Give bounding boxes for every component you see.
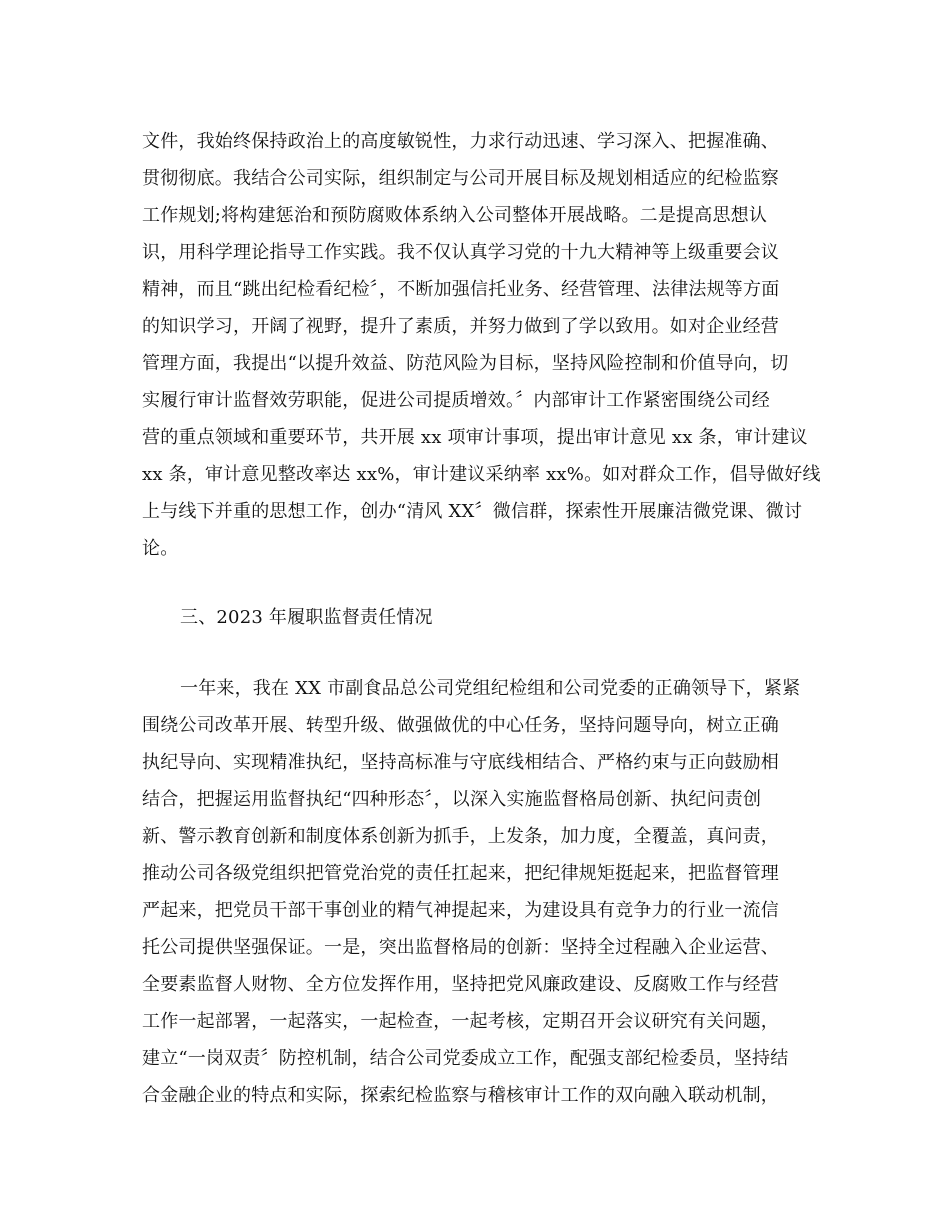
paragraph-line: 建立“一岗双责〞防控机制，结合公司党委成立工作，配强支部纪检委员，坚持结 (142, 1048, 789, 1069)
paragraph-line: 新、警示教育创新和制度体系创新为抓手，上发条，加力度，全覆盖，真问责， (142, 826, 779, 847)
paragraph-line: 精神，而且“跳出纪检看纪检〞，不断加强信托业务、经营管理、法律法规等方面 (142, 279, 780, 300)
paragraph-line: 上与线下并重的思想工作，创办“清风 XX〞微信群，探索性开展廉洁微党课、微讨 (142, 501, 803, 522)
paragraph-line: 围绕公司改革开展、转型升级、做强做优的中心任务，坚持问题导向，树立正确 (142, 715, 779, 736)
paragraph-line: 工作一起部署，一起落实，一起检查，一起考核，定期召开会议研究有关问题， (142, 1011, 779, 1032)
paragraph-line: 实履行审计监督效劳职能，促进公司提质增效。〞内部审计工作紧密围绕公司经 (142, 390, 770, 411)
paragraph-line: 论。 (142, 538, 179, 559)
paragraph-line: 结合，把握运用监督执纪“四种形态〞，以深入实施监督格局创新、执纪问责创 (142, 789, 762, 810)
paragraph-line: 识，用科学理论指导工作实践。我不仅认真学习党的十九大精神等上级重要会议 (142, 242, 779, 263)
section-heading: 三、2023 年履职监督责任情况 (180, 607, 433, 628)
paragraph-line: xx 条，审计意见整改率达 xx%，审计建议采纳率 xx%。如对群众工作，倡导做好线 (142, 464, 821, 485)
paragraph-line: 贯彻彻底。我结合公司实际，组织制定与公司开展目标及规划相适应的纪检监察 (142, 168, 779, 189)
paragraph-line: 托公司提供坚强保证。一是，突出监督格局的创新：坚持全过程融入企业运营、 (142, 937, 779, 958)
paragraph-line: 一年来，我在 XX 市副食品总公司党组纪检组和公司党委的正确领导下，紧紧 (180, 678, 801, 699)
paragraph-line: 的知识学习，开阔了视野，提升了素质，并努力做到了学以致用。如对企业经营 (142, 316, 779, 337)
paragraph-line: 合金融企业的特点和实际，探索纪检监察与稽核审计工作的双向融入联动机制， (142, 1085, 779, 1106)
paragraph-line: 工作规划;将构建惩治和预防腐败体系纳入公司整体开展战略。二是提高思想认 (142, 205, 768, 226)
paragraph-line: 执纪导向、实现精准执纪，坚持高标准与守底线相结合、严格约束与正向鼓励相 (142, 752, 779, 773)
paragraph-line: 全要素监督人财物、全方位发挥作用，坚持把党风廉政建设、反腐败工作与经营 (142, 974, 779, 995)
paragraph-line: 严起来，把党员干部干事创业的精气神提起来，为建设具有竞争力的行业一流信 (142, 900, 779, 921)
paragraph-line: 推动公司各级党组织把管党治党的责任扛起来，把纪律规矩挺起来，把监督管理 (142, 863, 779, 884)
paragraph-line: 文件，我始终保持政治上的高度敏锐性，力求行动迅速、学习深入、把握准确、 (142, 131, 779, 152)
paragraph-line: 营的重点领域和重要环节，共开展 xx 项审计事项，提出审计意见 xx 条，审计建议 (142, 427, 808, 448)
paragraph-line: 管理方面，我提出“以提升效益、防范风险为目标，坚持风险控制和价值导向，切 (142, 353, 789, 374)
